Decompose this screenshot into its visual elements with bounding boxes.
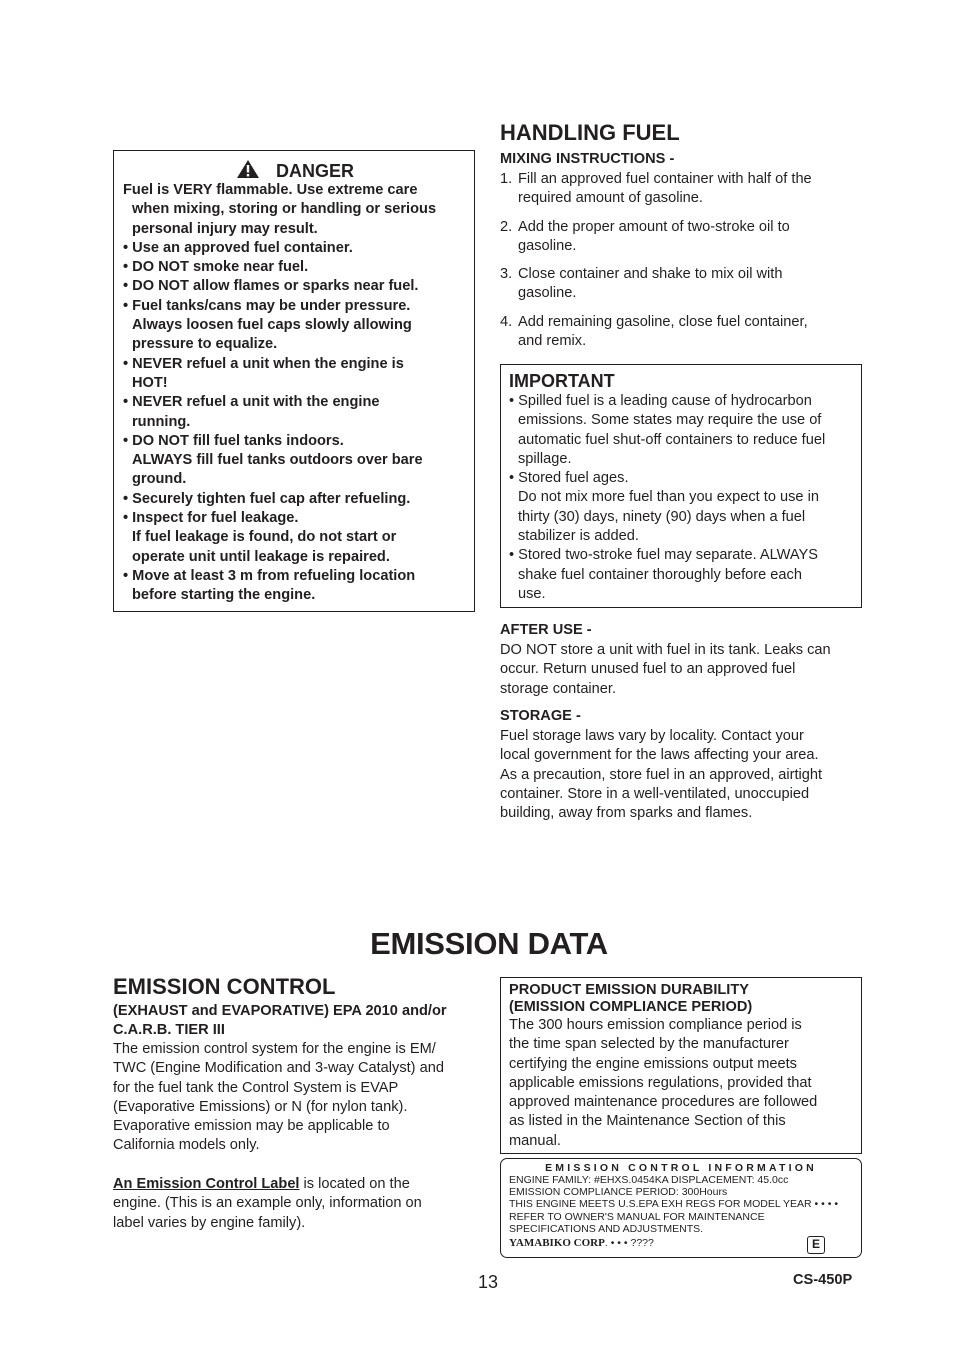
storage-heading: STORAGE - (500, 708, 581, 724)
step-line: gasoline. (518, 285, 577, 302)
danger-line: • Move at least 3 m from refueling location (123, 567, 416, 584)
eci-line: ENGINE FAMILY: #EHXS.0454KA DISPLACEMENT: 45.0cc (509, 1174, 789, 1186)
ec-line: Evaporative emission may be applicable to (113, 1118, 390, 1135)
step-line: Close container and shake to mix oil with (518, 266, 783, 282)
corp-rest: . • • • ???? (604, 1237, 654, 1249)
danger-line: • Inspect for fuel leakage. (123, 510, 299, 527)
step-number: 4. (500, 314, 513, 330)
durability-title (509, 982, 752, 1016)
durability-line: applicable emissions regulations, provided that (509, 1074, 812, 1091)
eci-line: EMISSION COMPLIANCE PERIOD: 300Hours (509, 1186, 728, 1199)
after-use-text (500, 641, 865, 699)
after-use-line: DO NOT store a unit with fuel in its tank. Leaks can (500, 642, 831, 658)
storage-line: local government for the laws affecting your area. (500, 747, 819, 764)
important-line: Do not mix more fuel than you expect to use in (518, 489, 819, 506)
important-line: spillage. (518, 450, 572, 467)
danger-line: • DO NOT smoke near fuel. (123, 259, 309, 276)
mixing-step (500, 313, 862, 352)
danger-line: • DO NOT allow flames or sparks near fuel. (123, 278, 419, 295)
eci-line: THIS ENGINE MEETS U.S.EPA EXH REGS FOR MODEL YEAR • • • • (509, 1198, 838, 1211)
danger-line: running. (132, 413, 191, 430)
emission-control-subtitle (113, 1002, 483, 1041)
danger-line: • NEVER refuel a unit when the engine is (123, 355, 404, 372)
durability-line: certifying the engine emissions output meets (509, 1055, 797, 1072)
danger-line: • Use an approved fuel container. (123, 239, 353, 256)
danger-line: Fuel is VERY flammable. Use extreme care (123, 182, 418, 198)
step-number: 2. (500, 219, 513, 235)
storage-line: container. Store in a well-ventilated, unoccupied (500, 785, 810, 802)
important-line: • Spilled fuel is a leading cause of hydrocarbon (509, 393, 812, 409)
page-number: 13 (478, 1272, 499, 1292)
eci-text (509, 1174, 861, 1235)
subtitle-line: C.A.R.B. TIER III (113, 1022, 225, 1039)
step-line: Add the proper amount of two-stroke oil to (518, 219, 790, 235)
label-line: label varies by engine family). (113, 1214, 306, 1231)
emission-control-information-label (500, 1158, 862, 1258)
step-line: Add remaining gasoline, close fuel container, (518, 314, 808, 330)
danger-text (123, 181, 473, 606)
important-line: • Stored two-stroke fuel may separate. ALWAYS (509, 547, 819, 564)
durability-title-line: (EMISSION COMPLIANCE PERIOD) (509, 999, 753, 1015)
ec-line: The emission control system for the engine is EM/ (113, 1041, 436, 1057)
step-number: 3. (500, 266, 513, 282)
storage-line: As a precaution, store fuel in an approved, airtight (500, 766, 823, 783)
danger-line: ground. (132, 471, 187, 488)
label-line: engine. (This is an example only, information on (113, 1195, 422, 1212)
danger-line: HOT! (132, 374, 168, 391)
mixing-step (500, 170, 862, 209)
durability-line: as listed in the Maintenance Section of this (509, 1113, 786, 1130)
after-use-line: occur. Return unused fuel to an approved fuel (500, 661, 796, 678)
durability-line: approved maintenance procedures are followed (509, 1094, 818, 1111)
important-title: IMPORTANT (509, 371, 615, 391)
after-use-heading: AFTER USE - (500, 622, 592, 638)
durability-line: manual. (509, 1132, 561, 1149)
important-line: automatic fuel shut-off containers to reduce fuel (518, 431, 826, 448)
after-use-line: storage container. (500, 680, 617, 697)
danger-line: If fuel leakage is found, do not start or (132, 529, 397, 546)
durability-line: the time span selected by the manufacturer (509, 1036, 789, 1053)
danger-line: personal injury may result. (132, 220, 318, 237)
danger-box (113, 150, 475, 612)
ec-line: California models only. (113, 1137, 260, 1154)
mixing-step (500, 265, 862, 304)
handling-fuel-title: HANDLING FUEL (500, 120, 680, 145)
emission-control-label-link[interactable]: An Emission Control Label (113, 1176, 300, 1192)
ec-line: (Evaporative Emissions) or N (for nylon tank). (113, 1098, 408, 1115)
storage-text (500, 727, 865, 823)
step-number: 1. (500, 171, 513, 187)
model-number: CS-450P (793, 1272, 853, 1288)
danger-line: pressure to equalize. (132, 336, 278, 353)
emission-data-title: EMISSION DATA (370, 926, 608, 961)
danger-title: DANGER (276, 161, 355, 181)
emission-durability-box (500, 977, 862, 1154)
danger-line: ALWAYS fill fuel tanks outdoors over bare (132, 452, 423, 469)
ec-line: TWC (Engine Modification and 3-way Catalyst) and (113, 1060, 444, 1077)
mixing-instructions-heading: MIXING INSTRUCTIONS - (500, 151, 675, 167)
danger-line: when mixing, storing or handling or serious (132, 201, 437, 218)
step-line: gasoline. (518, 238, 577, 255)
label-line-rest: is located on the (299, 1176, 410, 1192)
important-line: stabilizer is added. (518, 528, 639, 545)
danger-line: • DO NOT fill fuel tanks indoors. (123, 432, 344, 449)
important-text (509, 392, 859, 604)
eci-line: REFER TO OWNER'S MANUAL FOR MAINTENANCE (509, 1210, 765, 1223)
durability-line: The 300 hours emission compliance period is (509, 1017, 802, 1033)
important-line: shake fuel container thoroughly before each (518, 566, 802, 583)
danger-line: • NEVER refuel a unit with the engine (123, 394, 380, 411)
subtitle-line: (EXHAUST and EVAPORATIVE) EPA 2010 and/or (113, 1003, 447, 1019)
durability-text (509, 1016, 861, 1151)
warning-icon (236, 159, 260, 179)
important-line: • Stored fuel ages. (509, 470, 629, 487)
danger-line: • Fuel tanks/cans may be under pressure. (123, 297, 411, 314)
danger-line: operate unit until leakage is repaired. (132, 548, 390, 565)
emission-control-text (113, 1040, 483, 1156)
storage-line: building, away from sparks and flames. (500, 805, 753, 822)
emission-label-paragraph (113, 1175, 483, 1233)
corp-name: YAMABIKO CORP (509, 1237, 605, 1249)
storage-line: Fuel storage laws vary by locality. Contact your (500, 728, 804, 744)
durability-title-line: PRODUCT EMISSION DURABILITY (509, 982, 749, 998)
important-box (500, 364, 862, 608)
mixing-step (500, 218, 862, 257)
danger-line: • Securely tighten fuel cap after refueling. (123, 490, 411, 507)
eci-line: SPECIFICATIONS AND ADJUSTMENTS. (509, 1222, 704, 1235)
important-line: use. (518, 585, 546, 602)
danger-line: Always loosen fuel caps slowly allowing (132, 317, 412, 334)
eci-manufacturer (509, 1237, 654, 1249)
ec-line: for the fuel tank the Control System is EVAP (113, 1079, 399, 1096)
step-line: and remix. (518, 333, 587, 350)
step-line: required amount of gasoline. (518, 190, 703, 207)
eci-title: EMISSION CONTROL INFORMATION (545, 1162, 817, 1174)
important-line: emissions. Some states may require the use of (518, 412, 822, 429)
step-line: Fill an approved fuel container with half of the (518, 171, 812, 187)
danger-line: before starting the engine. (132, 587, 316, 604)
e-mark-icon: E (807, 1236, 825, 1254)
emission-control-title: EMISSION CONTROL (113, 974, 336, 999)
important-line: thirty (30) days, ninety (90) days when a fuel (518, 508, 806, 525)
